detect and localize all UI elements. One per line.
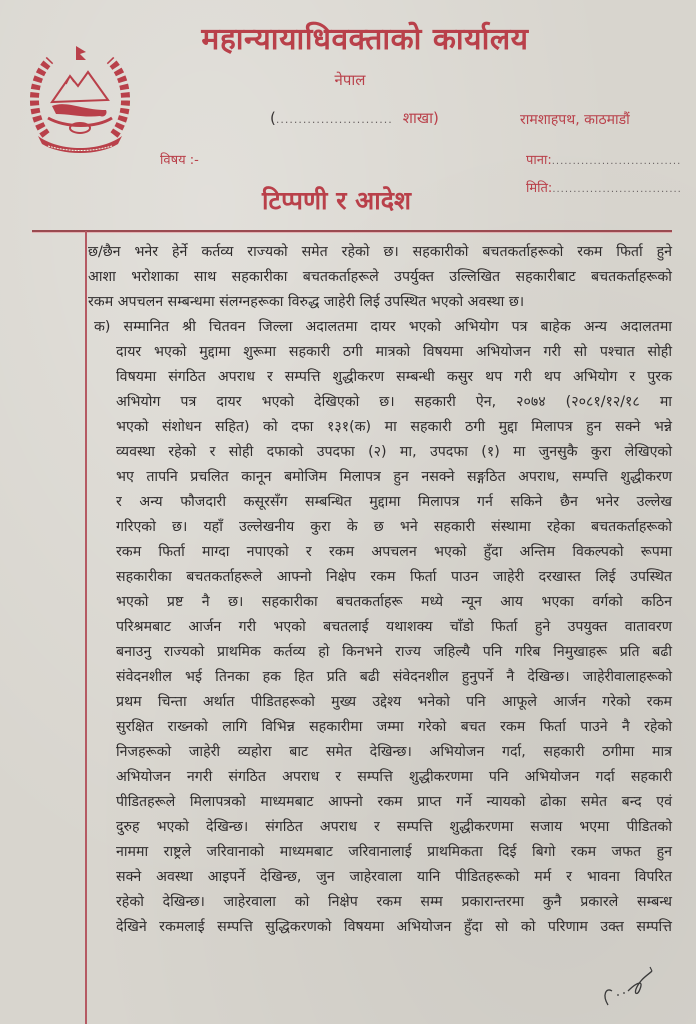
date-label: मिति: <box>526 181 553 196</box>
body-line: देखिने रकमलाई सम्पत्ति सुद्धिकरणको विषयमा अभियोजन हुँदा सो को परिणाम उक्त सम्पत्ति <box>116 919 672 935</box>
body-line: अभियोजन नगरी संगठित अपराध र सम्पत्ति शुद्धीकरणमा पनि अभियोजन गर्दा सहकारी <box>116 769 672 785</box>
branch-open-paren: ( <box>270 109 276 127</box>
body-line: रहेको देखिन्छ। जाहेरवाला को निक्षेप रकम सम्म प्रकारान्तरमा कुनै प्रकारले सम्बन्ध <box>116 894 672 910</box>
page-number-dots: ............................... <box>551 156 682 167</box>
body-line: परिश्रमबाट आर्जन गरी भएको बचतलाई यथाशक्य चाँडो फिर्ता हुने उपयुक्त वातावरण <box>116 619 672 635</box>
note-body <box>88 240 672 965</box>
handwritten-signature-icon <box>600 965 660 1015</box>
body-line: र अन्य फौजदारी कसूरसँग सम्बन्धित मुद्दामा मिलापत्र गर्न सकिने छैन भनेर उल्लेख <box>116 494 672 510</box>
branch-field <box>270 108 439 128</box>
body-line: रकम फिर्ता माग्दा नपाएको र रकम अपचलन भएको हुँदा अन्तिम विकल्पको रूपमा <box>116 544 672 560</box>
body-line: भए तापनि प्रचलित कानून बमोजिम मिलापत्र हुन नसक्ने सङ्गठित अपराध, सम्पत्ति शुद्धीकरण <box>116 469 672 485</box>
country-name: नेपाल <box>334 71 366 89</box>
body-line: रकम अपचलन सम्बन्धमा संलग्नहरूका विरुद्ध जाहेरी लिई उपस्थित भएको अवस्था छ। <box>88 294 525 310</box>
body-line: भएको संशोधन सहित) को दफा १३१(क) मा सहकारी ठगी मुद्दा मिलापत्र हुन सक्ने भन्ने <box>116 419 672 435</box>
body-line: प्रथम चिन्ता अर्थात पीडितहरूको मुख्य उद्देश्य भनेको पनि आफूले आर्जन गरेको रकम <box>116 694 672 710</box>
body-line: विषयमा संगठित अपराध र सम्पत्ति शुद्धीकरण सम्बन्धी कसुर थप गरी थप अभियोग र पुरक <box>116 369 672 385</box>
nepal-emblem-icon <box>26 40 134 158</box>
branch-label: शाखा) <box>402 109 439 127</box>
office-address: रामशाहपथ, काठमाडौं <box>520 112 630 128</box>
form-title: टिप्पणी र आदेश <box>262 186 411 215</box>
body-line: बनाउनु राज्यको प्राथमिक कर्तव्य हो किनभने राज्य जहिल्यै पनि गरिब निमुखाहरू प्रति बढी <box>116 644 672 660</box>
body-line: भएको प्रष्ट नै छ। सहकारीका बचतकर्ताहरू मध्ये न्यून आय भएका वर्गको कठिन <box>116 594 672 610</box>
body-line: गरिएको छ। यहाँ उल्लेखनीय कुरा के छ भने सहकारी संस्थामा रहेका बचतकर्ताहरूको <box>116 519 672 535</box>
body-line: अभियोग पत्र दायर भएको देखिएको छ। सहकारी ऐन, २०७४ (२०८१/१२/१८ मा <box>116 394 672 410</box>
body-line: आशा भरोशाका साथ सहकारीका बचतकर्ताहरूले उपर्युक्त उल्लिखित सहकारीबाट बचतकर्ताहरूको <box>88 269 672 285</box>
body-line: दायर भएको मुद्दामा शुरूमा सहकारी ठगी मात्रको विषयमा अभियोजन गरी सो पश्चात सोही <box>116 344 672 360</box>
page-number-field <box>526 150 681 168</box>
body-line: सहकारीका बचतकर्ताहरूले आफ्नो निक्षेप रकम फिर्ता पाउन जाहेरी दरखास्त लिई उपस्थित <box>116 569 672 585</box>
margin-line <box>85 231 87 1024</box>
body-line: सुरक्षित राख्नको लागि विभिन्न सहकारीमा जम्मा गरेको बचत रकम फिर्ता पाउने नै रहेको <box>116 719 672 735</box>
body-line: निजहरूको जाहेरी व्यहोरा बाट समेत देखिन्छ। अभियोजन गर्दा, सहकारी ठगीमा मात्र <box>116 744 672 760</box>
body-line: व्यवस्था रहेको र सोही दफाको उपदफा (२) मा, उपदफा (१) मा जुनसुकै कुरा लेखिएको <box>116 444 672 460</box>
body-line-clause-ka: क) सम्मानित श्री चितवन जिल्ला अदालतमा दायर भएको अभियोग पत्र बाहेक अन्य अदालतमा <box>94 319 672 335</box>
page-number-label: पाना: <box>526 153 552 168</box>
body-line: संवेदनशील भई तिनका हक हित प्रति बढी संवेदनशील हुनुपर्ने नै देखिन्छ। जाहेरीवालाहरूको <box>116 669 672 685</box>
body-line: पीडितहरूले मिलापत्रको माध्यमबाट आफ्नो रकम प्राप्त गर्ने न्यायको ढोका समेत बन्द एवं <box>116 794 672 810</box>
office-title: महान्यायाधिवक्ताको कार्यालय <box>201 22 529 57</box>
header-divider <box>32 230 672 232</box>
date-field <box>526 178 682 196</box>
body-line <box>88 940 672 965</box>
branch-dots: .......................... <box>275 113 393 126</box>
body-line: नाममा राष्ट्रले जरिवानाको माध्यमबाट जरिवानालाई प्राथमिकता दिई बिगो रकम जफत हुन <box>116 844 672 860</box>
body-line: सक्ने अवस्था आइपर्ने देखिन्छ, जुन जाहेरवाला यानि पीडितहरूको मर्म र भावना विपरित <box>116 869 672 885</box>
date-dots: ............................... <box>552 184 682 195</box>
body-line: छ/छैन भनेर हेर्ने कर्तव्य राज्यको समेत रहेको छ। सहकारीको बचतकर्ताहरूको रकम फिर्ता हुने <box>88 244 672 260</box>
subject-label: विषय :- <box>160 153 199 168</box>
body-line: दुरुह भएको देखिन्छ। संगठित अपराध र सम्पत्ति शुद्धीकरणमा सजाय भएमा पीडितको <box>116 819 672 835</box>
